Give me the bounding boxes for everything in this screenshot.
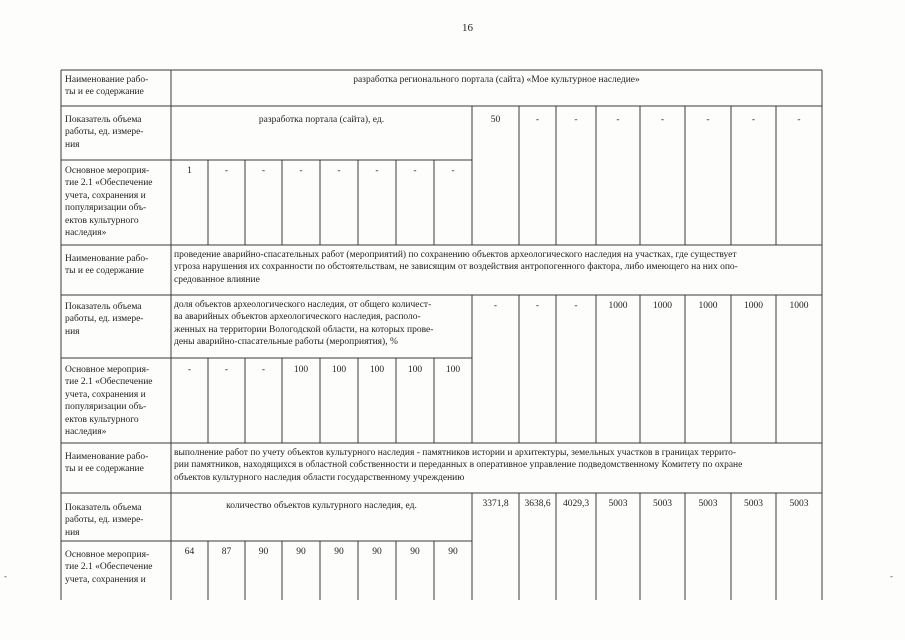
page-number: 16 [462, 22, 473, 34]
measure-value: 90 [296, 547, 306, 557]
indicator-value: 5003 [789, 499, 809, 509]
indicator-value: 4029,3 [562, 499, 590, 509]
indicator-value: - [535, 301, 540, 311]
measure-value: - [375, 166, 379, 176]
indicator-value: - [535, 115, 540, 125]
scan-mark: - [890, 571, 893, 581]
indicator-value: 5003 [698, 499, 718, 509]
work-name-label: Наименование рабо- ты и ее содержание [65, 452, 149, 475]
indicator-value: - [493, 301, 498, 311]
measure-value: - [187, 365, 192, 375]
measure-value: 90 [410, 547, 420, 557]
measure-value: - [224, 166, 229, 176]
measure-value: 100 [293, 365, 309, 375]
indicator-label: Показатель объема работы, ед. измере- ния [65, 503, 144, 538]
scan-mark: - [4, 571, 7, 581]
measure-label: Основное мероприя- тие 2.1 «Обеспечение учета, сохранения и [65, 550, 153, 585]
indicator-value: - [616, 115, 620, 125]
measure-value: - [261, 365, 266, 375]
measure-value: 1 [187, 166, 192, 176]
indicator-value: 1000 [653, 301, 672, 311]
measure-value: 100 [445, 365, 461, 375]
indicator-value: - [706, 115, 710, 125]
indicator-value: 1000 [789, 301, 809, 311]
work-description: разработка регионального портала (сайта) «Мое культурное наследие» [353, 75, 640, 85]
indicator-label: Показатель объема работы, ед. измере- ния [65, 302, 144, 337]
indicator-label: Показатель объема работы, ед. измере- ния [65, 115, 144, 150]
indicator-value: 5003 [744, 499, 763, 509]
indicator-value: - [574, 115, 578, 125]
measure-value: - [299, 166, 303, 176]
measure-value: - [413, 166, 417, 176]
measure-value: 90 [448, 547, 458, 557]
indicator-value: - [660, 115, 665, 125]
indicator-value: 1000 [698, 301, 718, 311]
indicator-value: 1000 [608, 301, 628, 311]
measure-value: 90 [258, 547, 269, 557]
work-name-label: Наименование рабо- ты и ее содержание [65, 254, 149, 277]
indicator-value: 5003 [608, 499, 628, 509]
indicator-value: 1000 [744, 301, 763, 311]
indicator-description: разработка портала (сайта), ед. [258, 115, 385, 125]
indicator-value: 5003 [653, 499, 672, 509]
measure-value: - [224, 365, 229, 375]
measure-label: Основное мероприя- тие 2.1 «Обеспечение учета, сохранения и популяризации объ- ектов культурного наследия» [65, 166, 153, 239]
indicator-value: - [751, 115, 756, 125]
work-description: проведение аварийно-спасательных работ (мероприятий) по сохранению объектов археологического наследия на участках, где существует угроза нарушения их сохранности по обстоятельствам, не зависящим от воздействия антропогенного фактора, либо имеющего на них опо- средованное влияние [174, 250, 738, 285]
indicator-value: 3371,8 [482, 499, 509, 509]
measure-value: 90 [372, 547, 382, 557]
measure-value: 87 [221, 547, 232, 557]
measure-value: 64 [184, 547, 195, 557]
indicator-value: 50 [490, 115, 501, 125]
indicator-value: - [574, 301, 578, 311]
indicator-value: 3638,6 [524, 499, 551, 509]
indicator-description: доля объектов археологического наследия, от общего количест- ва аварийных объектов археологического наследия, располо- женных на территории Вологодской области, на которых прове- дены аварийно-спасательные работы (мероприятия), % [174, 300, 434, 348]
measure-value: 100 [407, 365, 423, 375]
work-name-label: Наименование рабо- ты и ее содержание [65, 75, 149, 98]
measure-value: - [261, 166, 266, 176]
measure-value: - [337, 166, 341, 176]
indicator-value: - [797, 115, 801, 125]
work-description: выполнение работ по учету объектов культурного наследия - памятников истории и архитектуры, земельных участков в границах террито- рии памятников, находящихся в областной собственности и переданных в оперативное управление подведомственному Комитету по охране объектов культурного наследия области государственному учреждению [174, 448, 743, 483]
measure-value: 100 [369, 365, 385, 375]
indicator-description: количество объектов культурного наследия, ед. [226, 501, 417, 511]
measure-value: 90 [334, 547, 344, 557]
measure-label: Основное мероприя- тие 2.1 «Обеспечение учета, сохранения и популяризации объ- ектов культурного наследия» [65, 365, 153, 438]
measure-value: - [451, 166, 455, 176]
measure-value: 100 [331, 365, 347, 375]
